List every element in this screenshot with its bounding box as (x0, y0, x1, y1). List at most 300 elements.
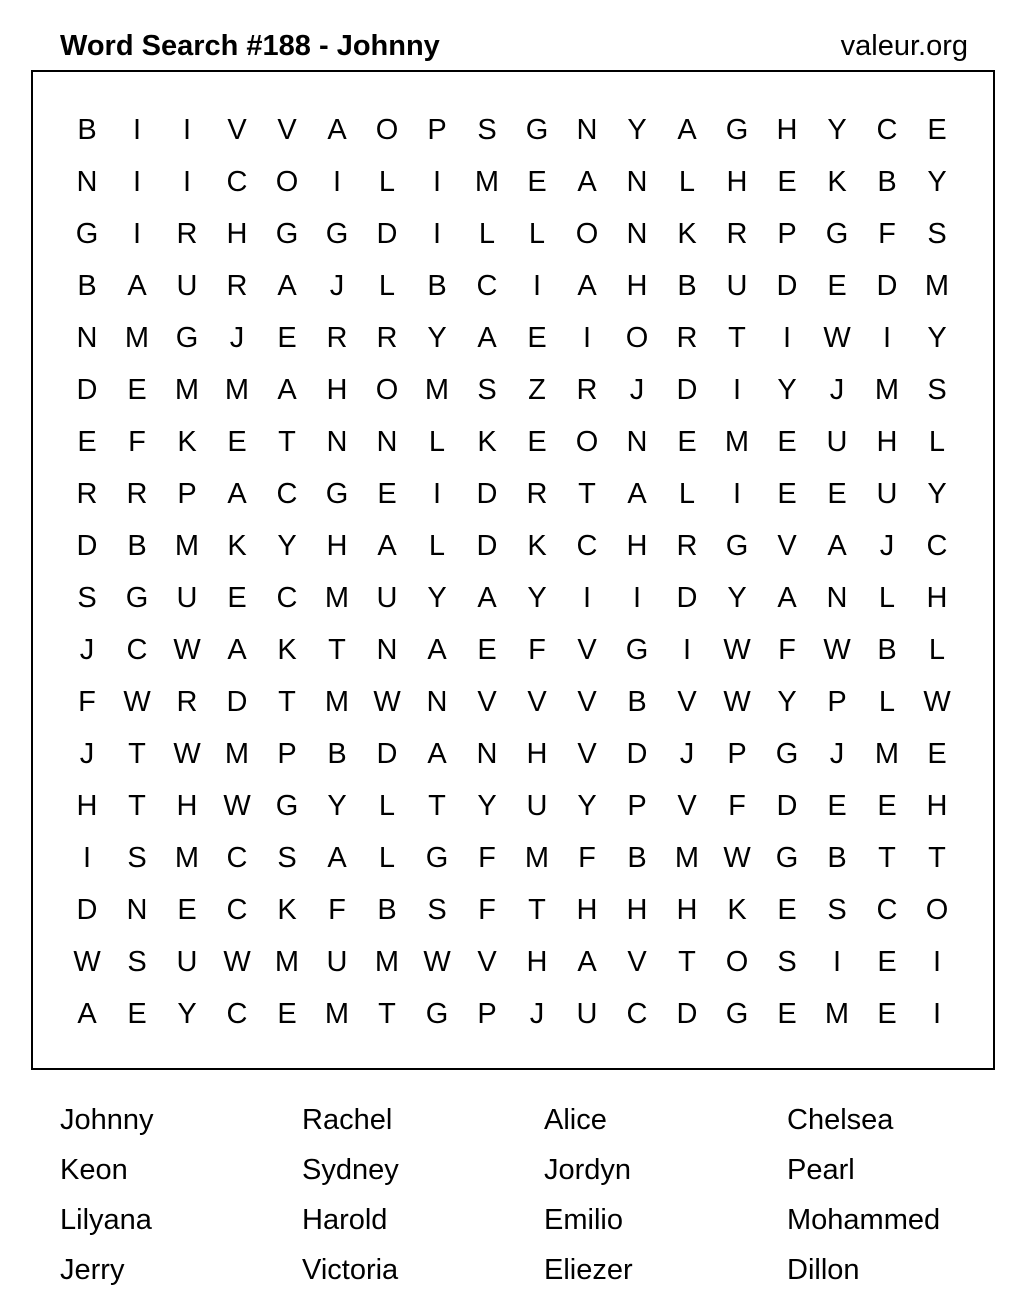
grid-cell[interactable]: K (177, 426, 197, 458)
grid-cell[interactable]: S (427, 894, 447, 926)
grid-cell[interactable]: G (325, 218, 349, 250)
grid-cell[interactable]: B (877, 634, 897, 666)
grid-cell[interactable]: A (277, 270, 297, 302)
grid-cell[interactable]: K (827, 166, 847, 198)
grid-cell[interactable]: G (725, 530, 749, 562)
grid-cell[interactable]: W (823, 322, 851, 354)
grid-cell[interactable]: I (832, 946, 842, 978)
grid-cell[interactable]: F (78, 686, 96, 718)
grid-cell[interactable]: Y (777, 686, 797, 718)
grid-cell[interactable]: G (425, 998, 449, 1030)
grid-cell[interactable]: T (528, 894, 546, 926)
grid-cell[interactable]: B (77, 114, 97, 146)
grid-cell[interactable]: C (126, 634, 148, 666)
grid-cell[interactable]: H (626, 270, 648, 302)
grid-cell[interactable]: D (676, 582, 698, 614)
grid-cell[interactable]: H (526, 738, 548, 770)
grid-cell[interactable]: Y (427, 582, 447, 614)
grid-cell[interactable]: M (874, 374, 900, 406)
grid-cell[interactable]: W (723, 686, 751, 718)
grid-cell[interactable]: W (373, 686, 401, 718)
grid-cell[interactable]: E (227, 426, 247, 458)
grid-cell[interactable]: M (324, 998, 350, 1030)
grid-cell[interactable]: E (677, 426, 697, 458)
grid-cell[interactable]: V (577, 686, 597, 718)
grid-cell[interactable]: G (325, 478, 349, 510)
grid-cell[interactable]: C (226, 842, 248, 874)
grid-cell[interactable]: D (776, 270, 798, 302)
grid-cell[interactable]: L (928, 634, 946, 666)
grid-cell[interactable]: C (626, 998, 648, 1030)
grid-cell[interactable]: N (376, 634, 398, 666)
grid-cell[interactable]: Y (427, 322, 447, 354)
grid-cell[interactable]: I (582, 322, 592, 354)
grid-cell[interactable]: E (877, 946, 897, 978)
grid-cell[interactable]: U (176, 582, 198, 614)
grid-cell[interactable]: F (728, 790, 746, 822)
grid-cell[interactable]: E (277, 322, 297, 354)
grid-cell[interactable]: T (578, 478, 596, 510)
grid-cell[interactable]: V (577, 634, 597, 666)
grid-cell[interactable]: O (575, 218, 599, 250)
grid-cell[interactable]: M (474, 166, 500, 198)
grid-cell[interactable]: C (876, 894, 898, 926)
grid-cell[interactable]: A (577, 166, 597, 198)
grid-cell[interactable]: Y (577, 790, 597, 822)
grid-cell[interactable]: S (277, 842, 297, 874)
grid-cell[interactable]: J (229, 322, 245, 354)
grid-cell[interactable]: T (128, 738, 146, 770)
grid-cell[interactable]: S (927, 374, 947, 406)
grid-cell[interactable]: F (128, 426, 146, 458)
grid-cell[interactable]: H (576, 894, 598, 926)
grid-cell[interactable]: W (123, 686, 151, 718)
grid-cell[interactable]: H (626, 894, 648, 926)
grid-cell[interactable]: G (175, 322, 199, 354)
grid-cell[interactable]: B (677, 270, 697, 302)
grid-cell[interactable]: E (827, 270, 847, 302)
grid-cell[interactable]: A (627, 478, 647, 510)
grid-cell[interactable]: N (376, 426, 398, 458)
grid-cell[interactable]: D (76, 530, 98, 562)
grid-cell[interactable]: P (777, 218, 797, 250)
grid-cell[interactable]: N (826, 582, 848, 614)
grid-cell[interactable]: M (674, 842, 700, 874)
grid-cell[interactable]: M (924, 270, 950, 302)
grid-cell[interactable]: A (327, 114, 347, 146)
grid-cell[interactable]: C (226, 166, 248, 198)
grid-cell[interactable]: P (277, 738, 297, 770)
grid-cell[interactable]: H (926, 582, 948, 614)
grid-cell[interactable]: E (77, 426, 97, 458)
grid-cell[interactable]: I (882, 322, 892, 354)
grid-cell[interactable]: S (477, 374, 497, 406)
grid-cell[interactable]: E (827, 790, 847, 822)
grid-cell[interactable]: C (476, 270, 498, 302)
grid-cell[interactable]: I (182, 166, 192, 198)
grid-cell[interactable]: O (725, 946, 749, 978)
grid-cell[interactable]: Y (177, 998, 197, 1030)
grid-cell[interactable]: G (725, 998, 749, 1030)
grid-cell[interactable]: U (326, 946, 348, 978)
grid-cell[interactable]: E (527, 166, 547, 198)
grid-cell[interactable]: P (427, 114, 447, 146)
grid-cell[interactable]: B (627, 842, 647, 874)
grid-cell[interactable]: R (726, 218, 748, 250)
grid-cell[interactable]: S (777, 946, 797, 978)
grid-cell[interactable]: E (877, 998, 897, 1030)
grid-cell[interactable]: E (477, 634, 497, 666)
grid-cell[interactable]: R (126, 478, 148, 510)
grid-cell[interactable]: G (625, 634, 649, 666)
grid-cell[interactable]: D (776, 790, 798, 822)
grid-cell[interactable]: E (927, 738, 947, 770)
grid-cell[interactable]: G (275, 790, 299, 822)
grid-cell[interactable]: S (127, 946, 147, 978)
grid-cell[interactable]: A (227, 634, 247, 666)
grid-cell[interactable]: E (877, 790, 897, 822)
grid-cell[interactable]: D (676, 374, 698, 406)
grid-cell[interactable]: D (876, 270, 898, 302)
grid-cell[interactable]: V (777, 530, 797, 562)
grid-cell[interactable]: I (82, 842, 92, 874)
grid-cell[interactable]: N (626, 166, 648, 198)
grid-cell[interactable]: H (176, 790, 198, 822)
grid-cell[interactable]: B (627, 686, 647, 718)
grid-cell[interactable]: O (625, 322, 649, 354)
grid-cell[interactable]: N (76, 166, 98, 198)
grid-cell[interactable]: H (926, 790, 948, 822)
grid-cell[interactable]: E (177, 894, 197, 926)
grid-cell[interactable]: Y (477, 790, 497, 822)
grid-cell[interactable]: P (477, 998, 497, 1030)
grid-cell[interactable]: G (275, 218, 299, 250)
grid-cell[interactable]: H (676, 894, 698, 926)
grid-cell[interactable]: G (125, 582, 149, 614)
grid-cell[interactable]: N (576, 114, 598, 146)
grid-cell[interactable]: T (878, 842, 896, 874)
grid-cell[interactable]: B (827, 842, 847, 874)
grid-cell[interactable]: L (528, 218, 546, 250)
grid-cell[interactable]: I (432, 166, 442, 198)
grid-cell[interactable]: V (527, 686, 547, 718)
grid-cell[interactable]: A (577, 946, 597, 978)
grid-cell[interactable]: S (127, 842, 147, 874)
grid-cell[interactable]: D (676, 998, 698, 1030)
grid-cell[interactable]: I (682, 634, 692, 666)
grid-cell[interactable]: O (575, 426, 599, 458)
grid-cell[interactable]: R (676, 322, 698, 354)
grid-cell[interactable]: A (477, 322, 497, 354)
grid-cell[interactable]: I (532, 270, 542, 302)
grid-cell[interactable]: I (132, 166, 142, 198)
grid-cell[interactable]: E (527, 426, 547, 458)
grid-cell[interactable]: C (226, 998, 248, 1030)
grid-cell[interactable]: N (476, 738, 498, 770)
grid-cell[interactable]: E (277, 998, 297, 1030)
grid-cell[interactable]: M (524, 842, 550, 874)
grid-cell[interactable]: M (324, 686, 350, 718)
grid-cell[interactable]: W (173, 738, 201, 770)
grid-cell[interactable]: L (378, 842, 396, 874)
grid-cell[interactable]: A (277, 374, 297, 406)
grid-cell[interactable]: U (376, 582, 398, 614)
grid-cell[interactable]: L (678, 166, 696, 198)
grid-cell[interactable]: Y (927, 166, 947, 198)
grid-cell[interactable]: M (374, 946, 400, 978)
grid-cell[interactable]: Y (627, 114, 647, 146)
grid-cell[interactable]: J (529, 998, 545, 1030)
grid-cell[interactable]: R (226, 270, 248, 302)
grid-cell[interactable]: R (526, 478, 548, 510)
grid-cell[interactable]: M (224, 738, 250, 770)
grid-cell[interactable]: A (227, 478, 247, 510)
grid-cell[interactable]: H (226, 218, 248, 250)
grid-cell[interactable]: M (874, 738, 900, 770)
grid-cell[interactable]: O (275, 166, 299, 198)
grid-cell[interactable]: M (174, 842, 200, 874)
grid-cell[interactable]: V (277, 114, 297, 146)
grid-cell[interactable]: P (827, 686, 847, 718)
grid-cell[interactable]: W (823, 634, 851, 666)
grid-cell[interactable]: U (576, 998, 598, 1030)
grid-cell[interactable]: E (927, 114, 947, 146)
grid-cell[interactable]: I (432, 478, 442, 510)
grid-cell[interactable]: G (775, 842, 799, 874)
grid-cell[interactable]: B (427, 270, 447, 302)
grid-cell[interactable]: E (227, 582, 247, 614)
grid-cell[interactable]: C (926, 530, 948, 562)
grid-cell[interactable]: S (477, 114, 497, 146)
grid-cell[interactable]: M (324, 582, 350, 614)
grid-cell[interactable]: A (427, 634, 447, 666)
grid-cell[interactable]: A (677, 114, 697, 146)
grid-cell[interactable]: L (928, 426, 946, 458)
grid-cell[interactable]: C (876, 114, 898, 146)
grid-cell[interactable]: D (376, 738, 398, 770)
grid-cell[interactable]: T (678, 946, 696, 978)
grid-cell[interactable]: R (326, 322, 348, 354)
grid-cell[interactable]: M (174, 374, 200, 406)
grid-cell[interactable]: K (477, 426, 497, 458)
grid-cell[interactable]: W (723, 634, 751, 666)
grid-cell[interactable]: H (326, 530, 348, 562)
grid-cell[interactable]: H (626, 530, 648, 562)
grid-cell[interactable]: O (925, 894, 949, 926)
grid-cell[interactable]: H (326, 374, 348, 406)
grid-cell[interactable]: E (777, 998, 797, 1030)
grid-cell[interactable]: T (728, 322, 746, 354)
grid-cell[interactable]: K (677, 218, 697, 250)
grid-cell[interactable]: H (776, 114, 798, 146)
grid-cell[interactable]: J (879, 530, 895, 562)
grid-cell[interactable]: Y (827, 114, 847, 146)
grid-cell[interactable]: A (327, 842, 347, 874)
grid-cell[interactable]: G (525, 114, 549, 146)
grid-cell[interactable]: K (277, 634, 297, 666)
grid-cell[interactable]: I (132, 114, 142, 146)
grid-cell[interactable]: T (278, 686, 296, 718)
grid-cell[interactable]: U (176, 270, 198, 302)
grid-cell[interactable]: A (77, 998, 97, 1030)
grid-cell[interactable]: I (332, 166, 342, 198)
grid-cell[interactable]: E (127, 374, 147, 406)
grid-cell[interactable]: T (428, 790, 446, 822)
grid-cell[interactable]: I (132, 218, 142, 250)
grid-cell[interactable]: W (723, 842, 751, 874)
grid-cell[interactable]: F (478, 842, 496, 874)
grid-cell[interactable]: G (75, 218, 99, 250)
grid-cell[interactable]: M (724, 426, 750, 458)
grid-cell[interactable]: L (428, 426, 446, 458)
grid-cell[interactable]: A (577, 270, 597, 302)
grid-cell[interactable]: J (829, 738, 845, 770)
grid-cell[interactable]: B (877, 166, 897, 198)
grid-cell[interactable]: O (375, 374, 399, 406)
grid-cell[interactable]: E (827, 478, 847, 510)
grid-cell[interactable]: J (629, 374, 645, 406)
grid-cell[interactable]: L (878, 686, 896, 718)
grid-cell[interactable]: L (478, 218, 496, 250)
grid-cell[interactable]: D (76, 374, 98, 406)
grid-cell[interactable]: H (726, 166, 748, 198)
grid-cell[interactable]: W (73, 946, 101, 978)
grid-cell[interactable]: E (777, 426, 797, 458)
grid-cell[interactable]: K (277, 894, 297, 926)
grid-cell[interactable]: R (576, 374, 598, 406)
grid-cell[interactable]: A (477, 582, 497, 614)
grid-cell[interactable]: F (878, 218, 896, 250)
grid-cell[interactable]: O (375, 114, 399, 146)
grid-cell[interactable]: Y (327, 790, 347, 822)
grid-cell[interactable]: E (377, 478, 397, 510)
grid-cell[interactable]: R (676, 530, 698, 562)
grid-cell[interactable]: P (627, 790, 647, 822)
grid-cell[interactable]: B (77, 270, 97, 302)
grid-cell[interactable]: J (79, 738, 95, 770)
grid-cell[interactable]: N (426, 686, 448, 718)
grid-cell[interactable]: J (329, 270, 345, 302)
grid-cell[interactable]: W (223, 790, 251, 822)
grid-cell[interactable]: S (927, 218, 947, 250)
grid-cell[interactable]: A (777, 582, 797, 614)
grid-cell[interactable]: E (777, 478, 797, 510)
grid-cell[interactable]: N (76, 322, 98, 354)
grid-cell[interactable]: I (732, 478, 742, 510)
grid-cell[interactable]: R (176, 686, 198, 718)
grid-cell[interactable]: M (824, 998, 850, 1030)
grid-cell[interactable]: D (476, 478, 498, 510)
grid-cell[interactable]: Z (528, 374, 546, 406)
grid-cell[interactable]: S (827, 894, 847, 926)
grid-cell[interactable]: K (227, 530, 247, 562)
grid-cell[interactable]: W (173, 634, 201, 666)
grid-cell[interactable]: D (376, 218, 398, 250)
grid-cell[interactable]: S (77, 582, 97, 614)
grid-cell[interactable]: D (76, 894, 98, 926)
grid-cell[interactable]: V (627, 946, 647, 978)
grid-cell[interactable]: A (127, 270, 147, 302)
grid-cell[interactable]: A (827, 530, 847, 562)
grid-cell[interactable]: L (378, 166, 396, 198)
grid-cell[interactable]: R (176, 218, 198, 250)
grid-cell[interactable]: Y (527, 582, 547, 614)
grid-cell[interactable]: B (127, 530, 147, 562)
grid-cell[interactable]: C (276, 478, 298, 510)
grid-cell[interactable]: P (177, 478, 197, 510)
grid-cell[interactable]: E (527, 322, 547, 354)
grid-cell[interactable]: M (274, 946, 300, 978)
grid-cell[interactable]: K (727, 894, 747, 926)
grid-cell[interactable]: N (626, 426, 648, 458)
grid-cell[interactable]: E (777, 894, 797, 926)
grid-cell[interactable]: V (477, 686, 497, 718)
grid-cell[interactable]: M (174, 530, 200, 562)
grid-cell[interactable]: I (932, 946, 942, 978)
grid-cell[interactable]: N (126, 894, 148, 926)
grid-cell[interactable]: T (928, 842, 946, 874)
grid-cell[interactable]: C (576, 530, 598, 562)
grid-cell[interactable]: F (328, 894, 346, 926)
grid-cell[interactable]: W (923, 686, 951, 718)
grid-cell[interactable]: U (826, 426, 848, 458)
grid-cell[interactable]: N (326, 426, 348, 458)
grid-cell[interactable]: B (377, 894, 397, 926)
grid-cell[interactable]: Y (927, 478, 947, 510)
grid-cell[interactable]: H (876, 426, 898, 458)
grid-cell[interactable]: V (577, 738, 597, 770)
grid-cell[interactable]: T (378, 998, 396, 1030)
grid-cell[interactable]: W (223, 946, 251, 978)
grid-cell[interactable]: T (278, 426, 296, 458)
grid-cell[interactable]: F (528, 634, 546, 666)
grid-cell[interactable]: Y (777, 374, 797, 406)
grid-cell[interactable]: V (677, 790, 697, 822)
grid-cell[interactable]: D (476, 530, 498, 562)
grid-cell[interactable]: A (427, 738, 447, 770)
grid-cell[interactable]: G (775, 738, 799, 770)
grid-cell[interactable]: I (932, 998, 942, 1030)
grid-cell[interactable]: W (423, 946, 451, 978)
grid-cell[interactable]: A (377, 530, 397, 562)
grid-cell[interactable]: V (477, 946, 497, 978)
grid-cell[interactable]: I (432, 218, 442, 250)
grid-cell[interactable]: J (679, 738, 695, 770)
grid-cell[interactable]: M (424, 374, 450, 406)
grid-cell[interactable]: N (626, 218, 648, 250)
grid-cell[interactable]: P (727, 738, 747, 770)
grid-cell[interactable]: V (677, 686, 697, 718)
grid-cell[interactable]: I (782, 322, 792, 354)
grid-cell[interactable]: E (127, 998, 147, 1030)
grid-cell[interactable]: B (327, 738, 347, 770)
grid-cell[interactable]: H (526, 946, 548, 978)
grid-cell[interactable]: I (632, 582, 642, 614)
grid-cell[interactable]: C (276, 582, 298, 614)
grid-cell[interactable]: J (79, 634, 95, 666)
grid-cell[interactable]: D (626, 738, 648, 770)
grid-cell[interactable]: L (378, 790, 396, 822)
grid-cell[interactable]: V (227, 114, 247, 146)
grid-cell[interactable]: Y (927, 322, 947, 354)
grid-cell[interactable]: J (829, 374, 845, 406)
grid-cell[interactable]: F (778, 634, 796, 666)
grid-cell[interactable]: T (128, 790, 146, 822)
grid-cell[interactable]: I (732, 374, 742, 406)
grid-cell[interactable]: F (478, 894, 496, 926)
grid-cell[interactable]: C (226, 894, 248, 926)
grid-cell[interactable]: I (582, 582, 592, 614)
